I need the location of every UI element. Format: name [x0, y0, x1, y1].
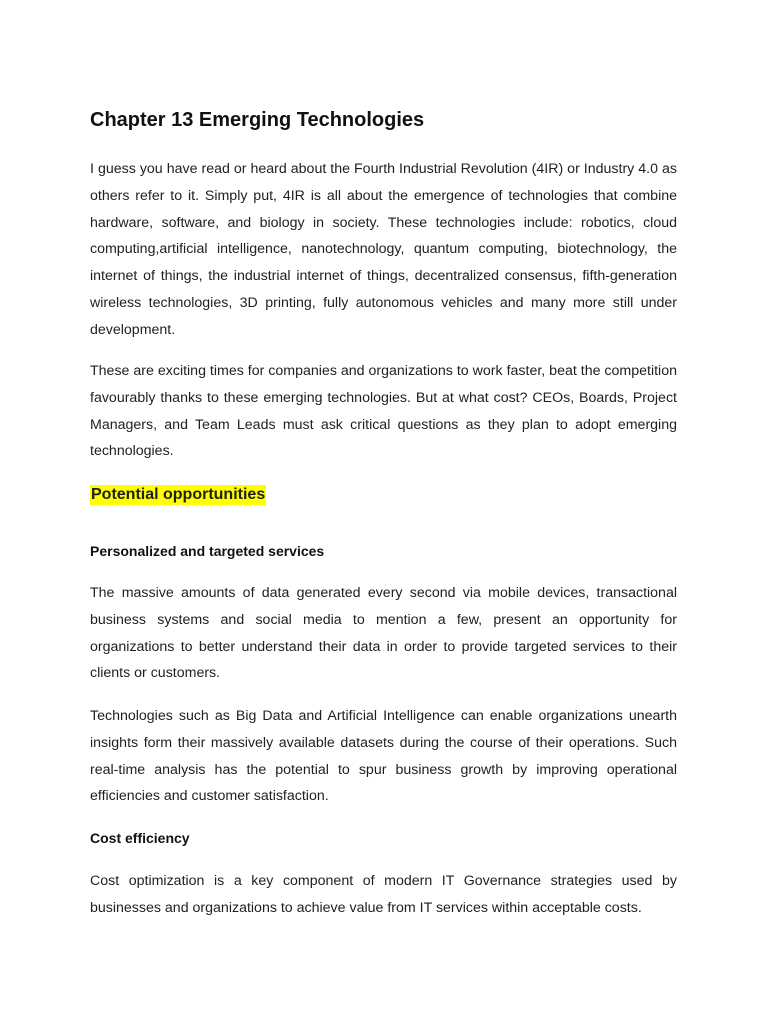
chapter-title: Chapter 13 Emerging Technologies — [90, 109, 425, 131]
subheading-cost-efficiency: Cost efficiency — [90, 830, 190, 846]
intro-paragraph-2: These are exciting times for companies and organizations to work faster, beat the competition favourably thanks to these emerging technologies. But at what cost? CEOs, Boards, Project Managers, and Team Leads must ask critical questions as they plan to adopt emerging technologies. — [90, 363, 677, 460]
paragraph-cost-efficiency-1: Cost optimization is a key component of modern IT Governance strategies used by businesses and organizations to achieve value from IT services within acceptable costs. — [90, 873, 677, 916]
paragraph-personalized-1: The massive amounts of data generated every second via mobile devices, transactional business systems and social media to mention a few, present an opportunity for organizations to better understand their data in order to provide targeted services to their clients or customers. — [90, 585, 677, 682]
subheading-personalized-services: Personalized and targeted services — [90, 543, 325, 559]
section-heading-potential-opportunities — [90, 482, 266, 508]
highlighted-heading-text: Potential opportunities — [91, 486, 266, 503]
intro-paragraph-1: I guess you have read or heard about the Fourth Industrial Revolution (4IR) or Industry 4.0 as others refer to it. Simply put, 4IR is all about the emergence of technologies that combine hardware, software, and biology in society. These technologies include: robotics, cloud computing,artificial intelligence, nanotechnology, quantum computing, biotechnology, the internet of things, the industrial internet of things, decentralized consensus, fifth-generation wireless technologies, 3D printing, fully autonomous vehicles and many more still under development. — [90, 161, 677, 338]
paragraph-personalized-2: Technologies such as Big Data and Artificial Intelligence can enable organizations unearth insights form their massively available datasets during the course of their operations. Such real-time analysis has the potential to spur business growth by improving operational efficiencies and customer satisfaction. — [90, 708, 677, 805]
